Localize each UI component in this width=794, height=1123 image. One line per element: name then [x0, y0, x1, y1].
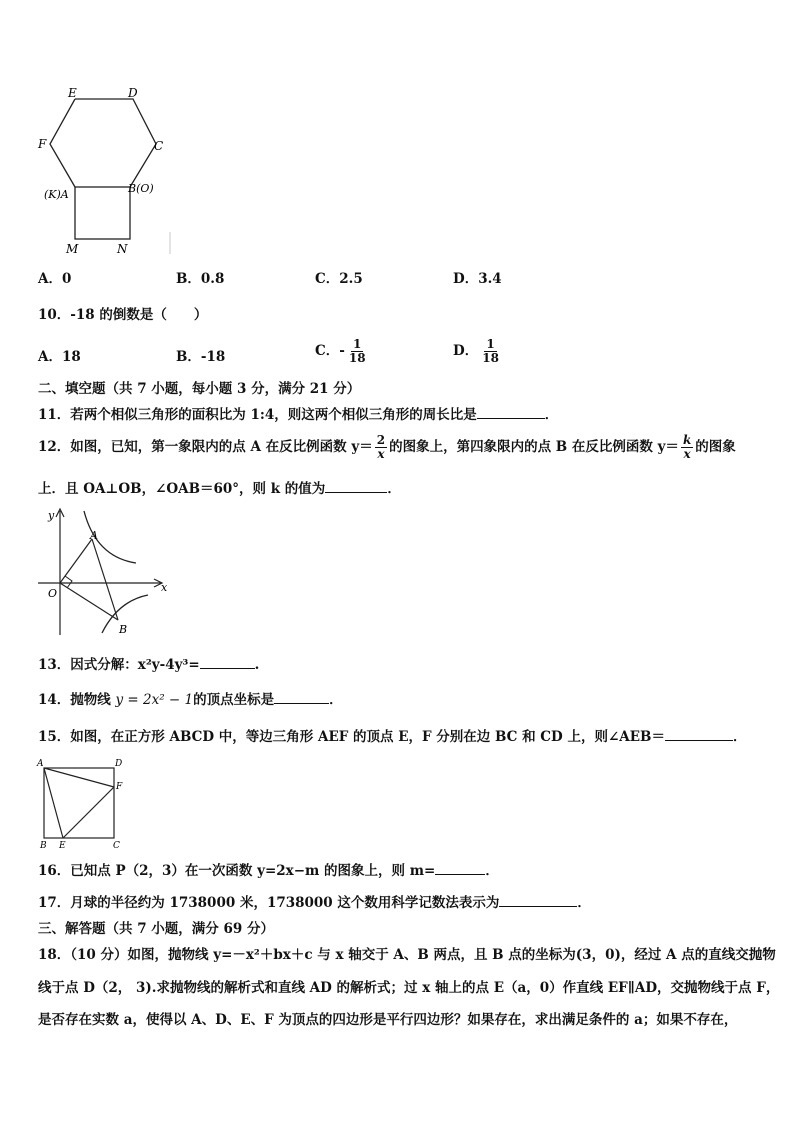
section-2-heading: 二、填空题（共 7 小题，每小题 3 分，满分 21 分） [38, 381, 361, 397]
q12-coordinate-figure [34, 505, 174, 643]
q15 [38, 728, 746, 746]
q12-answer-blank[interactable] [325, 480, 387, 493]
q14 [38, 691, 343, 709]
label-D: D [128, 86, 138, 100]
q10-option-a: A．18 [38, 349, 81, 365]
q15-end: ． [732, 729, 747, 745]
q12-fraction-2: $\frac{k}{x}$ [682, 433, 692, 461]
q10-option-c-fraction: $\frac{1}{18}$ [348, 337, 366, 365]
q13-end: . [254, 657, 260, 673]
q10-stem: 10．-18 的倒数是（ ） [38, 307, 208, 323]
q10-option-b: B．-18 [176, 349, 226, 365]
q9-option-d: D．3.4 [453, 271, 502, 287]
q11-text: 11．若两个相似三角形的面积比为 1:4，则这两个相似三角形的周长比是 [38, 407, 477, 423]
q15-label-a: A [37, 759, 44, 769]
label-F: F [38, 137, 47, 151]
q16-answer-blank[interactable] [435, 862, 485, 875]
q17 [38, 894, 591, 912]
q12-end: ． [387, 481, 401, 497]
q15-label-d: D [115, 759, 123, 769]
q15-label-f: F [116, 782, 123, 792]
label-A: (K)A [44, 188, 69, 201]
q12-label-b: B [119, 623, 128, 636]
q13-text: 13．因式分解：x²y-4y³= [38, 657, 200, 673]
label-M: M [66, 242, 79, 256]
q12-label-y: y [48, 509, 55, 522]
q13-answer-blank[interactable] [200, 656, 255, 669]
q18-line2: 线于点 D（2， 3).求抛物线的解析式和直线 AD 的解析式；过 x 轴上的点 E（a，0）作直线 EF∥AD，交抛物线于点 F， [38, 980, 780, 996]
q14-formula: y = 2x² − 1 [115, 692, 194, 708]
q11-end: ． [544, 407, 559, 423]
q14-answer-blank[interactable] [274, 691, 329, 704]
q10-option-d-prefix: D． [453, 343, 479, 359]
q15-square-figure [34, 756, 130, 852]
q14-prefix: 14．抛物线 [38, 692, 116, 708]
q15-answer-blank[interactable] [665, 728, 733, 741]
q15-label-b: B [40, 841, 47, 851]
q9-option-b: B．0.8 [176, 271, 225, 287]
q9-option-c: C．2.5 [315, 271, 363, 287]
q16-text: 16．已知点 P（2，3）在一次函数 y=2x−m 的图象上，则 m= [38, 863, 436, 879]
q18-line3: 是否存在实数 a，使得以 A、D、E、F 为顶点的四边形是平行四边形？如果存在，求出满足条件的 a；如果不存在， [38, 1012, 738, 1028]
q12-label-x: x [161, 581, 168, 594]
q15-label-e: E [59, 841, 66, 851]
q17-end: ． [577, 895, 591, 911]
q13 [38, 656, 259, 674]
q12-fraction-1: $\frac{2}{x}$ [376, 433, 386, 461]
q15-label-c: C [113, 841, 120, 851]
q12-label-o: O [48, 587, 58, 600]
q18-line1: 18．（10 分）如图，抛物线 y=－x²＋bx＋c 与 x 轴交于 A、B 两点，且 B 点的坐标为(3，0)，经过 A 点的直线交抛物 [38, 947, 776, 963]
q17-text: 17．月球的半径约为 1738000 米，1738000 这个数用科学记数法表示为 [38, 895, 500, 911]
q17-answer-blank[interactable] [499, 894, 577, 907]
q14-suffix: 的顶点坐标是 [193, 692, 275, 708]
q12-line2-text: 上．且 OA⊥OB，∠OAB＝60°，则 k 的值为 [38, 481, 326, 497]
q10-option-d-fraction: $\frac{1}{18}$ [482, 337, 499, 365]
section-3-heading: 三、解答题（共 7 小题，满分 69 分） [38, 921, 274, 937]
q11-answer-blank[interactable] [477, 406, 545, 419]
q12-line2 [38, 480, 401, 498]
q12-part3: 的图象 [695, 439, 736, 455]
label-B: B(O) [128, 182, 154, 195]
q15-text: 15．如图，在正方形 ABCD 中，等边三角形 AEF 的顶点 E，F 分别在边 BC 和 CD 上，则∠AEB＝ [38, 729, 665, 745]
q10-option-c [315, 338, 370, 365]
q12-part1: 12．如图，已知，第一象限内的点 A 在反比例函数 y＝ [38, 439, 373, 455]
q10-option-d [453, 338, 503, 365]
q16-end: ． [485, 863, 499, 879]
q10-option-c-prefix: C．- [315, 343, 345, 359]
q14-end: ． [329, 692, 343, 708]
q11 [38, 406, 558, 424]
label-E: E [68, 86, 77, 100]
q9-option-a: A．0 [38, 271, 72, 287]
q12-part2: 的图象上，第四象限内的点 B 在反比例函数 y＝ [389, 439, 679, 455]
q12-line1 [38, 434, 736, 461]
hexagon-square-figure [30, 82, 180, 262]
label-N: N [117, 242, 128, 256]
q16 [38, 862, 499, 880]
label-C: C [154, 139, 164, 153]
q12-label-a: A [90, 529, 98, 542]
